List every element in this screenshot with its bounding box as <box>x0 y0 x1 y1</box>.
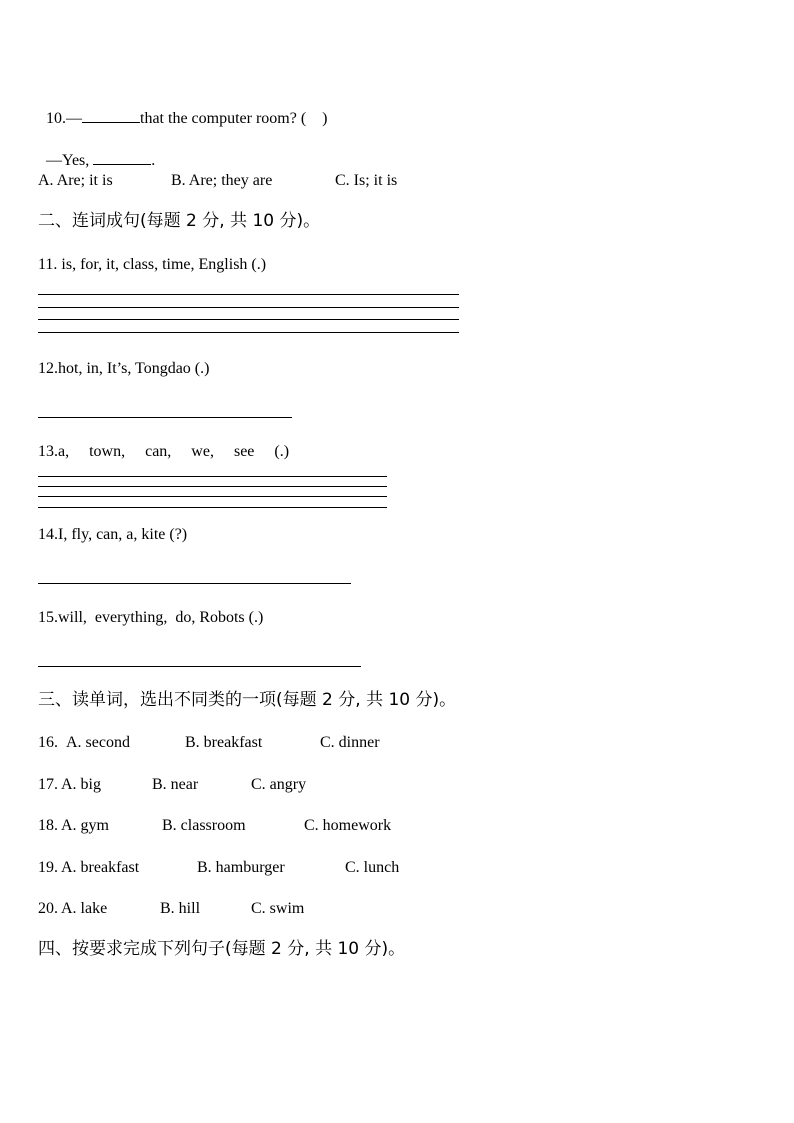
writing-line[interactable] <box>38 319 459 320</box>
question-16-number: 16. <box>38 734 58 751</box>
option-b[interactable]: B. hamburger <box>197 859 285 876</box>
question-10-answer <box>38 130 155 171</box>
question-13: 13.a, town, can, we, see (.) <box>38 443 290 460</box>
writing-line[interactable] <box>38 486 387 487</box>
writing-line[interactable] <box>38 294 459 295</box>
answer-blank[interactable] <box>82 108 140 123</box>
writing-line[interactable] <box>38 583 351 584</box>
question-10-number: 10.— <box>46 110 82 127</box>
option-b[interactable]: B. Are; they are <box>171 172 273 189</box>
writing-line[interactable] <box>38 507 387 508</box>
question-19-number: 19. <box>38 859 58 876</box>
option-c[interactable]: C. Is; it is <box>335 172 398 189</box>
option-c[interactable]: C. dinner <box>320 734 380 751</box>
option-a[interactable]: A. gym <box>61 817 109 834</box>
answer-prefix: —Yes, <box>46 152 94 169</box>
option-c[interactable]: C. lunch <box>345 859 400 876</box>
question-10 <box>38 88 328 129</box>
option-a[interactable]: A. breakfast <box>61 859 140 876</box>
question-11: 11. is, for, it, class, time, English (.) <box>38 256 267 273</box>
option-a[interactable]: A. Are; it is <box>38 172 113 189</box>
writing-line[interactable] <box>38 332 459 333</box>
option-b[interactable]: B. classroom <box>162 817 246 834</box>
question-17-number: 17. <box>38 776 58 793</box>
option-c[interactable]: C. homework <box>304 817 392 834</box>
option-b[interactable]: B. breakfast <box>185 734 263 751</box>
question-18-number: 18. <box>38 817 58 834</box>
question-15: 15.will, everything, do, Robots (.) <box>38 609 264 626</box>
section-3-title: 三、读单词，选出不同类的一项(每题 2 分, 共 10 分)。 <box>38 690 457 710</box>
option-c[interactable]: C. angry <box>251 776 307 793</box>
writing-line[interactable] <box>38 496 387 497</box>
option-a[interactable]: A. big <box>61 776 101 793</box>
writing-line[interactable] <box>38 307 459 308</box>
writing-line[interactable] <box>38 417 292 418</box>
option-b[interactable]: B. near <box>152 776 199 793</box>
question-12: 12.hot, in, It’s, Tongdao (.) <box>38 360 210 377</box>
question-20-number: 20. <box>38 900 58 917</box>
writing-line[interactable] <box>38 476 387 477</box>
option-b[interactable]: B. hill <box>160 900 201 917</box>
question-14: 14.I, fly, can, a, kite (?) <box>38 526 188 543</box>
option-a[interactable]: A. second <box>66 734 130 751</box>
question-10-text: that the computer room? ( ) <box>140 110 328 127</box>
section-4-title: 四、按要求完成下列句子(每题 2 分, 共 10 分)。 <box>38 939 406 959</box>
writing-line[interactable] <box>38 666 361 667</box>
answer-blank[interactable] <box>93 150 151 165</box>
option-a[interactable]: A. lake <box>61 900 108 917</box>
section-2-title: 二、连词成句(每题 2 分, 共 10 分)。 <box>38 211 321 231</box>
answer-suffix: . <box>151 152 156 169</box>
option-c[interactable]: C. swim <box>251 900 305 917</box>
